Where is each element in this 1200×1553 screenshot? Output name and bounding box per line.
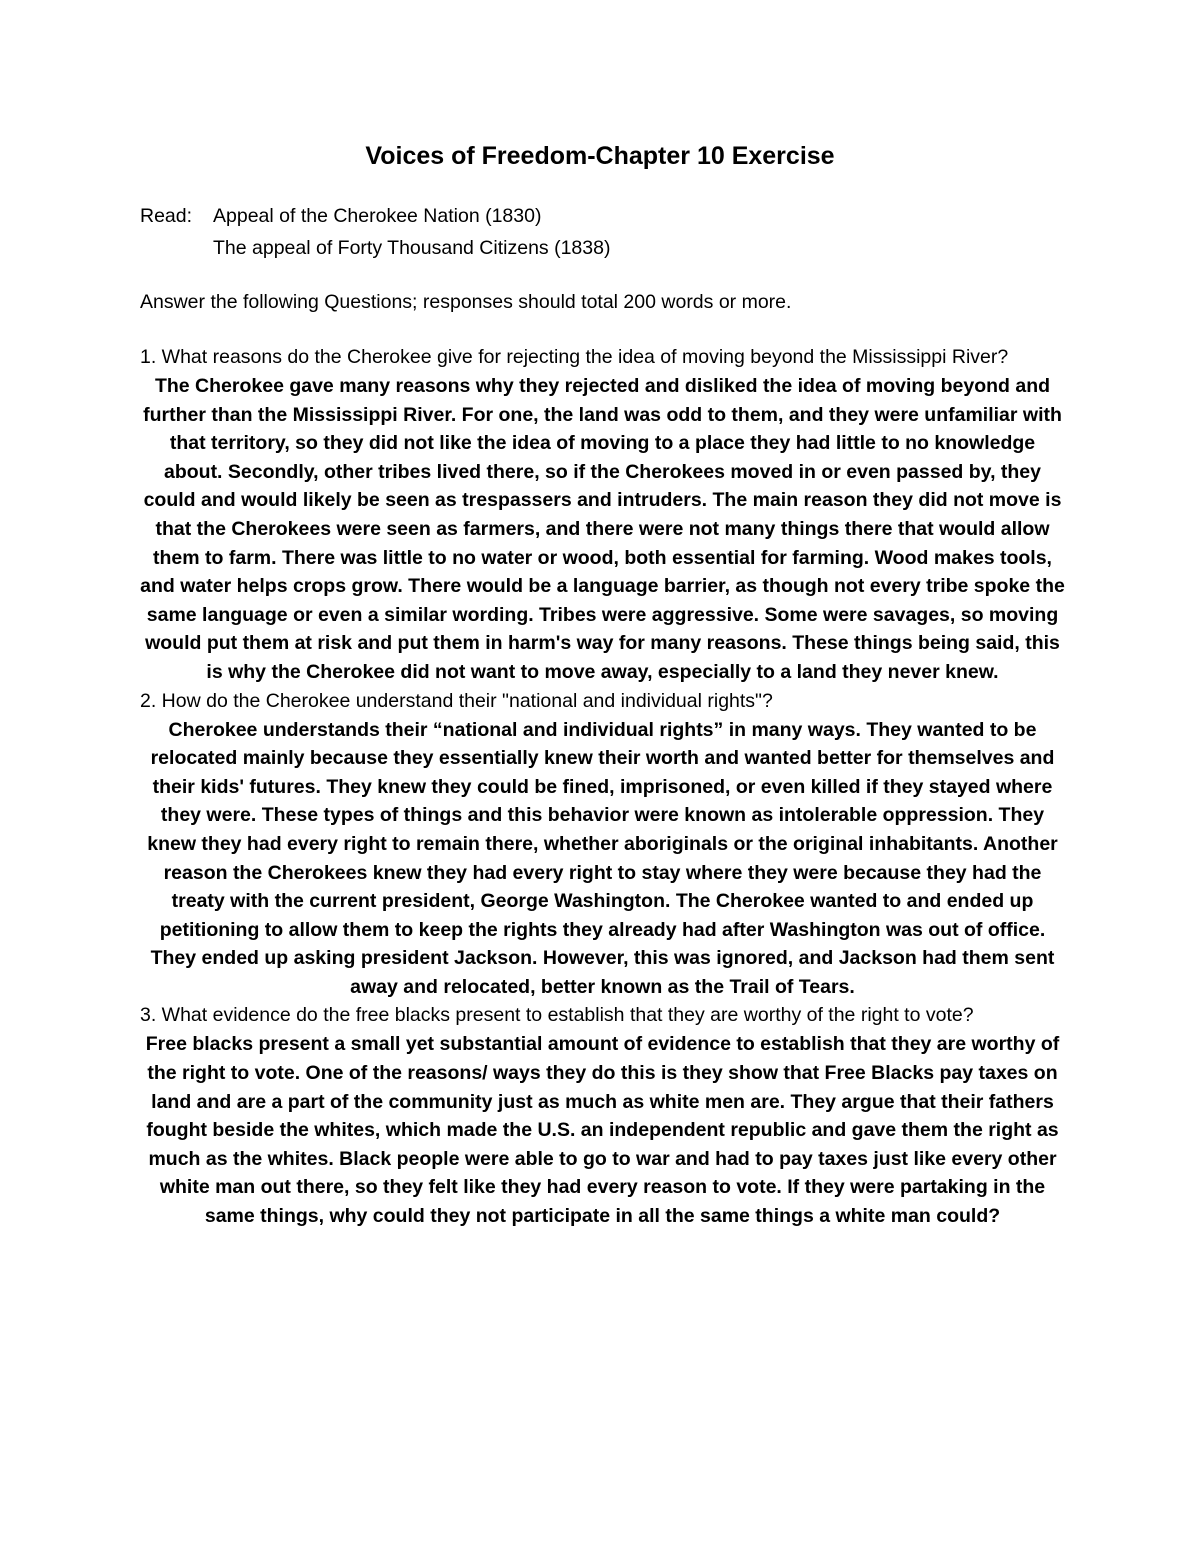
reading-item: Appeal of the Cherokee Nation (1830): [213, 205, 542, 227]
instructions: Answer the following Questions; responses should total 200 words or more.: [140, 291, 792, 313]
answer-1: The Cherokee gave many reasons why they rejected and disliked the idea of moving beyond and further than the Mississippi River. For one, the land was odd to them, and they were unfamiliar with that territory, so they did not like the idea of moving to a place they had little to no knowledge about. Secondly, other tribes lived there, so if the Cherokees moved in or even passed by, they could and would likely be seen as trespassers and intruders. The main reason they did not move is that the Cherokees were seen as farmers, and there were not many things there that would allow them to farm. There was little to no water or wood, both essential for farming. Wood makes tools, and water helps crops grow. There would be a language barrier, as though not every tribe spoke the same language or even a similar wording. Tribes were aggressive. Some were savages, so moving would put them at risk and put them in harm's way for many reasons. These things being said, this is why the Cherokee did not want to move away, especially to a land they never knew.: [140, 375, 1065, 683]
read-label: Read:: [140, 205, 193, 227]
question-list: [140, 343, 1065, 1231]
reading-list: [140, 200, 1080, 264]
reading-item: The appeal of Forty Thousand Citizens (1838): [213, 237, 611, 259]
document-title: Voices of Freedom-Chapter 10 Exercise: [365, 142, 835, 170]
reading-row: [140, 200, 1080, 232]
question-2: 2. How do the Cherokee understand their "national and individual rights"?: [140, 689, 773, 712]
question-3: 3. What evidence do the free blacks present to establish that they are worthy of the right to vote?: [140, 1004, 974, 1027]
question-1: 1. What reasons do the Cherokee give for rejecting the idea of moving beyond the Mississippi River?: [140, 346, 1009, 368]
answer-2: Cherokee understands their “national and individual rights” in many ways. They wanted to be relocated mainly because they essentially knew their worth and wanted better for themselves and their kids' futures. They knew they could be fined, imprisoned, or even killed if they stayed where they were. These types of things and this behavior were known as intolerable oppression. They knew they had every right to remain there, whether aboriginals or the original inhabitants. Another reason the Cherokees knew they had every right to stay where they were because they had the treaty with the current president, George Washington. The Cherokee wanted to and ended up petitioning to allow them to keep the rights they already had after Washington was out of office. They ended up asking president Jackson. However, this was ignored, and Jackson had them sent away and relocated, better known as the Trail of Tears.: [147, 718, 1058, 998]
answer-3: Free blacks present a small yet substantial amount of evidence to establish that they are worthy of the right to vote. One of the reasons/ ways they do this is they show that Free Blacks pay taxes on land and are a part of the community just as much as white men are. They argue that their fathers fought beside the whites, which made the U.S. an independent republic and gave them the right as much as the whites. Black people were able to go to war and had to pay taxes just like every other white man out there, so they felt like they had every reason to vote. If they were partaking in the same things, why could they not participate in all the same things a white man could?: [145, 1033, 1060, 1228]
